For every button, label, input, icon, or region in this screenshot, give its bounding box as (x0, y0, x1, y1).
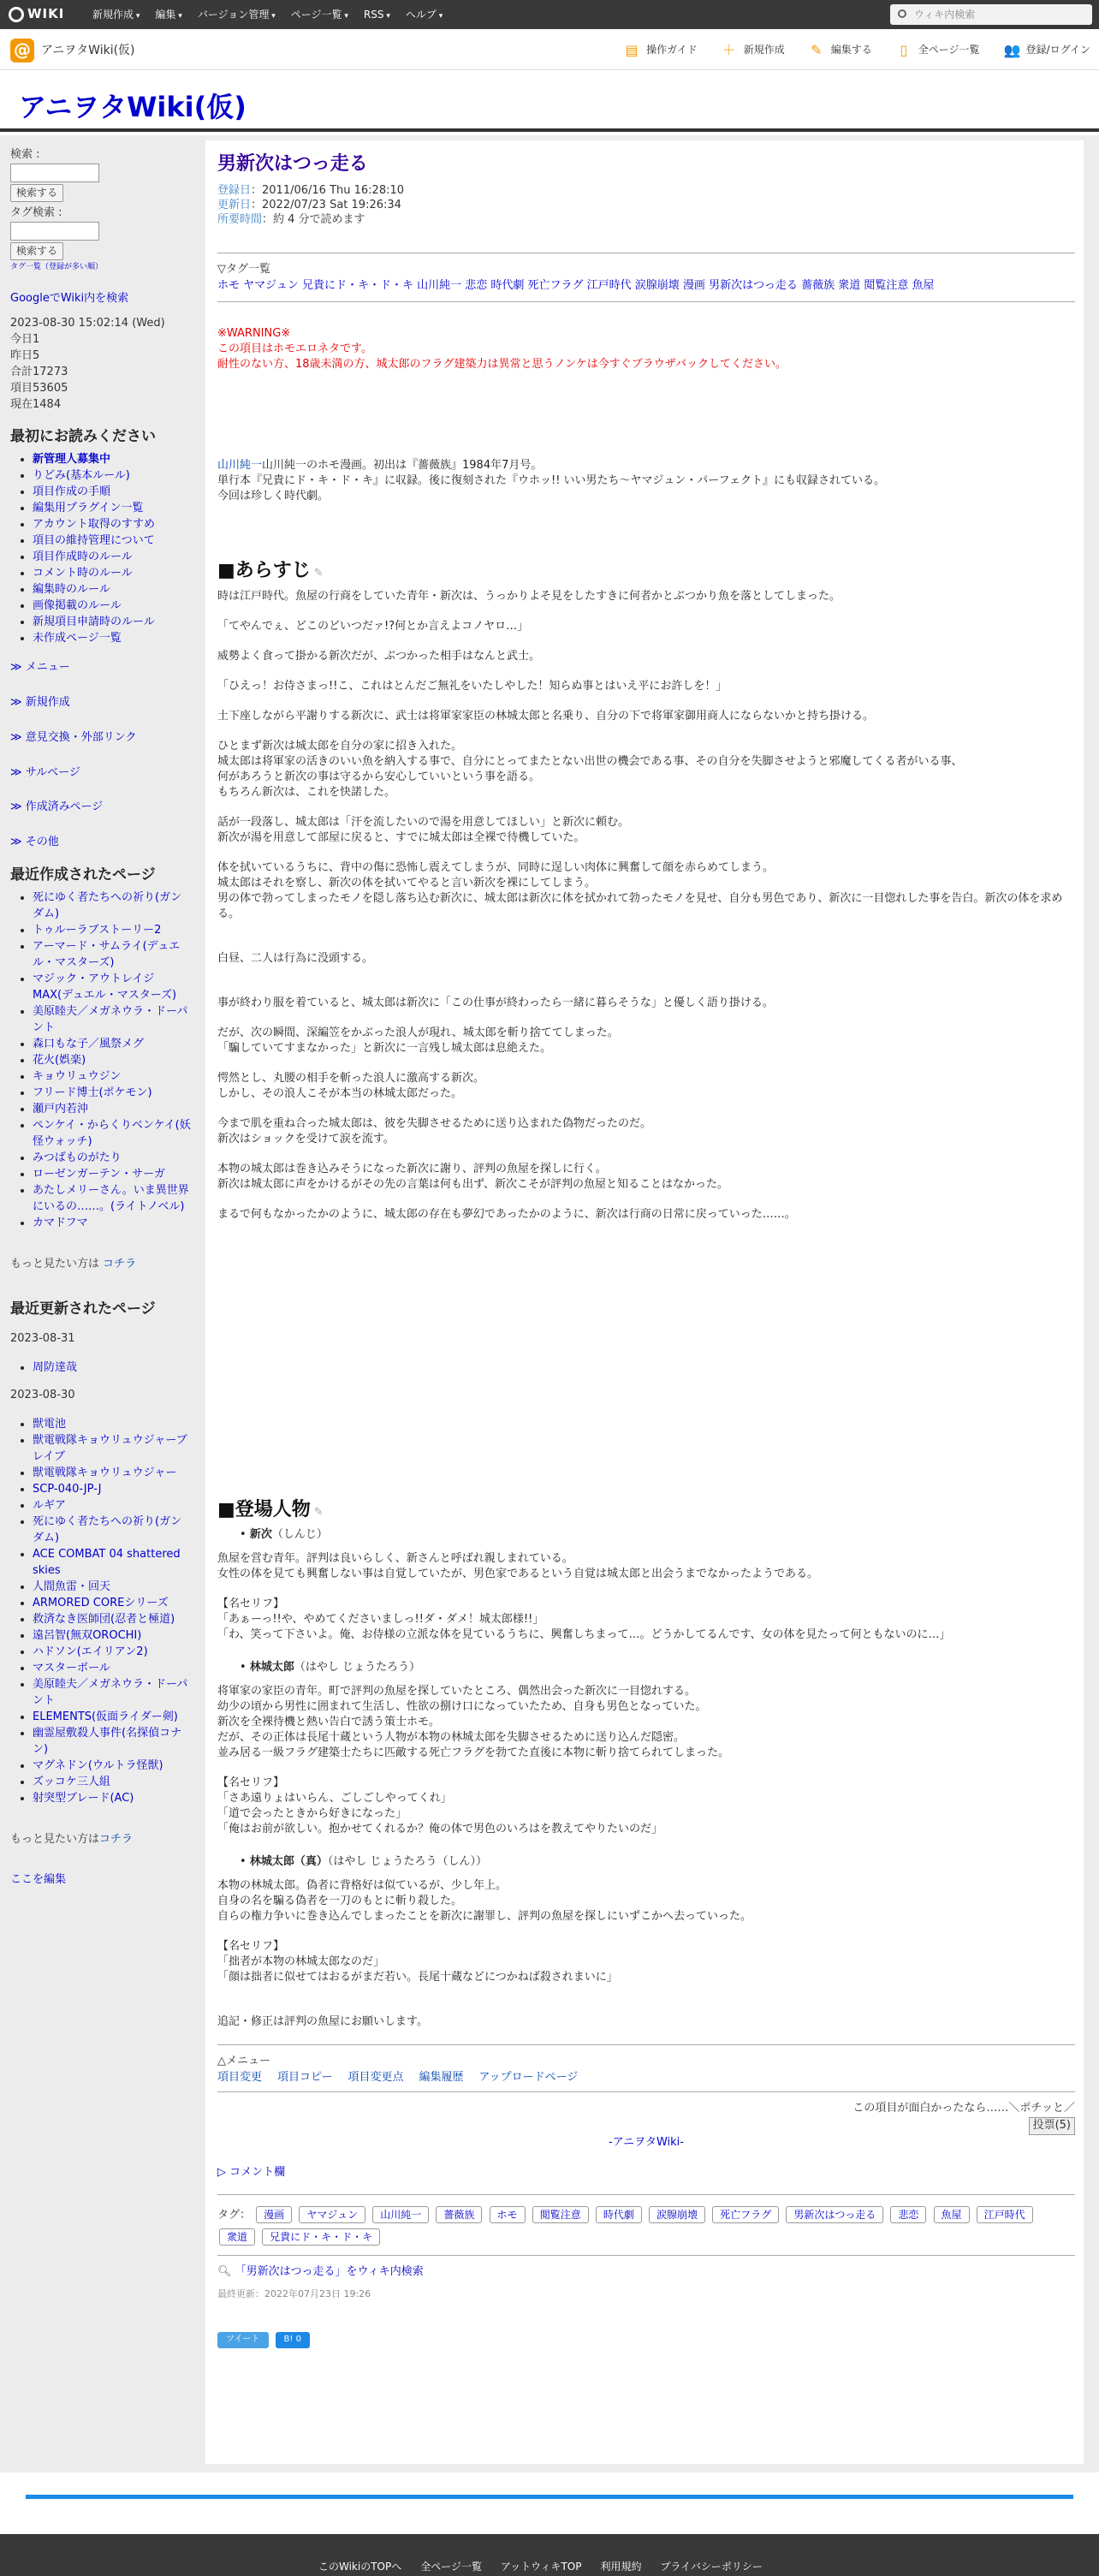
site-brand[interactable] (10, 39, 135, 62)
list-item[interactable]: • 編集用プラグイン一覧 (33, 500, 192, 516)
list-item[interactable]: • 人間魚雷・回天 (33, 1579, 192, 1595)
plot-paragraph: 事が終わり服を着ていると、城太郎は新次に「この仕事が終わったら一緒に暮らそうな」と優しく語り掛ける。 (217, 996, 774, 1010)
site-title[interactable]: アニヲタWiki(仮) (19, 91, 247, 123)
section-new[interactable]: ≫ 新規作成 (10, 695, 70, 709)
list-item[interactable]: • マスターボール (33, 1660, 192, 1676)
search-icon (898, 9, 906, 18)
recent-created-heading: 最近作成されたページ (10, 866, 156, 884)
list-item[interactable]: • ハドソン(エイリアン2) (33, 1644, 192, 1660)
footer-link[interactable]: 利用規約 (600, 2561, 642, 2573)
link-edit[interactable]: ✎ 編集する (809, 43, 872, 57)
counter-total: 合計17273 (10, 366, 68, 379)
page-meta (217, 183, 1075, 227)
character-name: • 林城太郎（真）（はやし じょうたろう（しん）） (240, 1855, 487, 1869)
list-item[interactable]: • 新管理人募集中 (33, 451, 192, 467)
first-read-heading: 最初にお読みください (10, 428, 156, 446)
recent-updated-heading: 最近更新されたページ (10, 1300, 156, 1318)
more-created-link[interactable]: コチラ (103, 1257, 137, 1270)
character-name: • 林城太郎（はやし じょうたろう） (240, 1661, 420, 1675)
list-item[interactable]: • コメント時のルール (33, 565, 192, 581)
edit-pencil-icon[interactable]: ✎ (313, 1506, 324, 1520)
menu-links (217, 2070, 1075, 2086)
tag-chip[interactable]: 悲恋 (890, 2206, 926, 2223)
character-quotes: 【名セリフ】 「あぁーっ!!や、やめてくださいましっ!!ダ・ダメ！城太郎様!!」 「わ、笑って下さいよ。俺、お侍様の立派な体を見ているうちに、興奮しちまって…。どうかしてるんです、女の体を見たって何ともないのに…」 (217, 1597, 951, 1642)
counter-today: 今日1 (10, 333, 40, 347)
warning-line: この項目はホモエロネタです。 (217, 342, 372, 355)
updated-list-2 (10, 1416, 192, 1806)
list-item[interactable]: • 編集時のルール (33, 581, 192, 598)
character-quotes: 【名セリフ】 「拙者が本物の林城太郎なのだ」 「顔は拙者に似せてはおるがまだ若い。長尾十蔵などにつかねば殺されまいに」 (217, 1940, 618, 1984)
pencil-icon: ✎ (811, 41, 823, 58)
list-item[interactable]: • マグネドン(ウルトラ怪獣) (33, 1758, 192, 1774)
menu-history[interactable]: 編集履歴 (419, 2071, 464, 2085)
section-created[interactable]: ≫ 作成済みページ (10, 800, 104, 814)
list-item[interactable]: • 死にゆく者たちへの祈り(ガンダム) (33, 1514, 192, 1546)
list-item[interactable]: • ズッコケ三人組 (33, 1774, 192, 1790)
character-desc: 魚屋を営む青年。評判は良いらしく、新さんと呼ばれ親しまれている。 女性の体を見ても興奮しない事は自覚していたが、男色家であるという自覚は城太郎と出会うまでなかったようである。 (217, 1552, 819, 1581)
sidebar-sections (10, 660, 192, 851)
updated-key: 更新日 (217, 198, 252, 211)
author-link[interactable]: 山川純一 (217, 458, 263, 472)
list-item[interactable]: • トゥルーラブストーリー2 (33, 922, 192, 938)
list-item[interactable]: • SCP-040-JP-J (33, 1481, 192, 1497)
site-subbar (0, 29, 1099, 70)
link-all-pages[interactable]: ▯ 全ページ一覧 (896, 43, 980, 57)
tag-search-button[interactable]: 検索する (10, 242, 63, 260)
footer (0, 2534, 1099, 2576)
list-item[interactable]: • 死にゆく者たちへの祈り(ガンダム) (33, 889, 192, 922)
list-item[interactable]: • 遠呂智(無双OROCHI) (33, 1627, 192, 1644)
footer-link[interactable]: 全ページ一覧 (420, 2561, 482, 2573)
tag-chip[interactable]: 閲覧注意 (532, 2206, 589, 2223)
link-new-page[interactable]: ＋ 新規作成 (722, 41, 785, 58)
list-item[interactable]: • 新規項目申請時のルール (33, 614, 192, 630)
list-item[interactable]: • みつばものがたり (33, 1150, 192, 1166)
footer-link[interactable]: このWikiのTOPへ (318, 2561, 402, 2573)
plot-paragraph: 威勢よく食って掛かる新次だが、ぶつかった相手はなんと武士。 (217, 650, 541, 663)
search-placeholder: ウィキ内検索 (914, 9, 976, 21)
list-item[interactable]: • 花火(娯楽) (33, 1052, 192, 1068)
tag-list (217, 262, 1075, 294)
section-menu[interactable]: ≫ メニュー (10, 661, 70, 674)
list-item[interactable]: • アーマード・サムライ(デュエル・マスターズ) (33, 938, 192, 971)
page-title: 男新次はつっ走る (217, 153, 368, 175)
list-item[interactable]: • 周防達哉 (33, 1359, 192, 1376)
character-name: • 新次（しんじ） (240, 1528, 328, 1542)
link-guide[interactable]: ▤ 操作ガイド (625, 41, 698, 58)
menu-diff[interactable]: 項目変更点 (348, 2071, 404, 2085)
more-created: もっと見たい方は コチラ (10, 1257, 137, 1270)
list-item[interactable]: • 項目の維持管理について (33, 532, 192, 549)
update-date-2: 2023-08-30 (10, 1389, 75, 1402)
tag-links[interactable]: ホモ ヤマジュン 兄貴にド・キ・ド・キ 山川純一 悲恋 時代劇 死亡フラグ 江戸時代 涙腺崩壊 漫画 男新次はつっ走る 薔薇族 衆道 閲覧注意 魚屋 (217, 278, 935, 292)
last-updated: 最終更新：2022年07月23日 19:26 (217, 2288, 371, 2300)
site-title-bar (0, 70, 1099, 132)
list-item[interactable]: • 獣電戦隊キョウリュウジャーブレイブ (33, 1432, 192, 1465)
edit-pencil-icon[interactable]: ✎ (313, 566, 324, 580)
tag-box-area (217, 2204, 1075, 2248)
counter (10, 315, 192, 413)
site-signature: -アニヲタWiki- (609, 2135, 684, 2149)
edit-here-link[interactable]: ここを編集 (10, 1872, 67, 1886)
plot-paragraph: ひとまず新次は城太郎を自分の家に招き入れた。 城太郎は将軍家の活きのいい魚を納入する事で、自分にとってまたとない出世の機会である事、その自分を失脚させようと邪魔してくる者がいる事、 何があろうと新次の事は守るから安心していいという事を語る。 もちろん新次は、これを快諾した。 (217, 740, 963, 800)
sidebar-search-input[interactable] (10, 164, 99, 182)
characters (217, 1527, 1075, 2030)
tag-chip[interactable]: ヤマジュン (299, 2206, 365, 2223)
character-desc: 将軍家の家臣の青年。町で評判の魚屋を探していたところ、偶然出会った新次に一目惚れする。 幼少の頃から男性に囲まれて生活し、性欲の捌け口になっていたため、自身も男色となっていた。 新次を全裸待機と熱い告白で誘う策士ホモ。 だが、その正体は長尾十蔵という人物が本物の林城太郎を失脚させるために送り込んだ隠密。 並み居る一級フラグ建築士たちに匹敵する死亡フラグを勃てた直後に本物に斬り捨てられてしまった。 (217, 1685, 730, 1760)
counter-yesterday: 昨日5 (10, 349, 40, 363)
tag-chip[interactable]: 兄貴にド・キ・ド・キ (262, 2228, 380, 2246)
tag-label: タグ： (217, 2209, 252, 2222)
tag-chip[interactable]: 死亡フラグ (712, 2206, 779, 2223)
first-read-list (10, 451, 192, 646)
tag-chip[interactable]: 涙腺崩壊 (649, 2206, 705, 2223)
menu-copy[interactable]: 項目コピー (277, 2071, 333, 2085)
update-date-1: 2023-08-31 (10, 1332, 75, 1346)
tag-chip[interactable]: 時代劇 (596, 2206, 642, 2223)
tweet-button[interactable]: ツイート (217, 2332, 269, 2348)
plot-paragraph: 土下座しながら平謝りする新次に、武士は将軍家家臣の林城太郎と名乗り、自分の下で将軍家御用商人にならないかと持ち掛ける。 (217, 710, 875, 723)
global-topbar (0, 0, 1099, 29)
wiki-search-link[interactable]: 🔍︎ 「男新次はつっ走る」をウィキ内検索 (217, 2265, 424, 2279)
list-item[interactable]: • アカウント取得のすすめ (33, 516, 192, 532)
comment-toggle[interactable]: ▷ コメント欄 (217, 2165, 286, 2179)
menu-help[interactable]: ヘルプ ▾ (406, 8, 443, 22)
updated-value: ：2022/07/23 Sat 19:26:34 (251, 198, 401, 211)
list-item[interactable]: • 未作成ページ一覧 (33, 630, 192, 646)
logo-text: WIKI (27, 6, 65, 22)
list-item[interactable]: • 獣電戦隊キョウリュウジャー (33, 1465, 192, 1481)
plot-paragraph: 今まで肌を重ね合った城太郎は、彼を失脚させるために送り込まれた偽物だったのだ。 新次はショックを受けて涙を流す。 (217, 1117, 652, 1146)
list-item[interactable]: • ARMORED COREシリーズ (33, 1595, 192, 1611)
tag-chip[interactable]: 江戸時代 (977, 2206, 1033, 2223)
tag-chip[interactable]: 衆道 (219, 2228, 255, 2246)
list-item[interactable]: • 美原睦夫／メガネウラ・ドーパント (33, 1003, 192, 1036)
site-name: アニヲタWiki(仮) (41, 43, 135, 57)
list-item[interactable]: • カマドフマ (33, 1215, 192, 1231)
link-login[interactable]: 👥 登録/ログイン (1003, 41, 1090, 58)
menu-heading: △メニュー (217, 2055, 270, 2068)
intro: 山川純一山川純一のホモ漫画。初出は『薔薇族』1984年7月号。 単行本『兄貴にド・キ・ド・キ』に収録。後に復刻された『ウホッ!! いい男たち〜ヤマジュン・パーフェクト』にも収録されている。 今回は珍しく時代劇。 (217, 458, 885, 503)
at-logo-icon (9, 7, 24, 22)
list-item[interactable]: • 幽霊屋敷殺人事件(名探偵コナン) (33, 1725, 192, 1758)
section-opinion[interactable]: ≫ 意見交換・外部リンク (10, 730, 137, 744)
plot-paragraph: 白昼、二人は行為に没頭する。 (217, 952, 374, 966)
plot-paragraph: 「ひえっ！お侍さまっ!!こ、これはとんだご無礼をいたしやした！知らぬ事とはいえ平にお許しを！」 (217, 680, 728, 693)
plot-paragraph: 話が一段落し、城太郎は「汗を流したいので湯を用意してほしい」と新次に頼む。 新次が湯を用意して部屋に戻ると、すでに城太郎は全裸で待機していた。 (217, 816, 630, 845)
characters-heading: ■登場人物 ✎ (217, 1499, 324, 1521)
list-item[interactable]: • 救済なき医師団(忍者と極道) (33, 1611, 192, 1627)
list-item[interactable]: • マジック・アウトレイジMAX(デュエル・マスターズ) (33, 971, 192, 1003)
plot-text (217, 589, 1075, 1223)
tag-chip[interactable]: 山川純一 (372, 2206, 429, 2223)
tag-search-label: タグ検索 : (10, 206, 62, 220)
registered-key: 登録日 (217, 183, 252, 197)
list-item[interactable]: • 画像掲載のルール (33, 598, 192, 614)
counter-items: 項目53605 (10, 382, 68, 396)
users-icon: 👥 (1003, 41, 1021, 58)
read-time-value: ：約 4 分で読めます (262, 212, 365, 226)
recent-created-list (10, 889, 192, 1231)
tag-chip[interactable]: 漫画 (256, 2206, 292, 2223)
section-salvage[interactable]: ≫ サルベージ (10, 765, 80, 779)
list-item[interactable]: • 瀬戸内若沖 (33, 1101, 192, 1117)
search-icon: 🔍︎ (217, 2265, 232, 2279)
list-item[interactable]: • 項目作成の手順 (33, 484, 192, 500)
google-search-link[interactable]: GoogleでWiki内を検索 (10, 291, 129, 305)
menu-edit[interactable]: 編集 ▾ (155, 8, 181, 22)
page-menu (217, 2054, 1075, 2086)
vote-text: この項目が面白かったなら……＼ポチッと／ (852, 2102, 1075, 2115)
list-item[interactable]: • りどみ(基本ルール) (33, 467, 192, 484)
sidebar-search-button[interactable]: 検索する (10, 184, 63, 202)
plot-heading: ■あらすじ ✎ (217, 559, 324, 581)
list-item[interactable]: • ACE COMBAT 04 shattered skies (33, 1546, 192, 1579)
counter-now: 現在1484 (10, 398, 62, 412)
footer-links (318, 2560, 763, 2574)
document-icon: ▯ (900, 41, 908, 58)
menu-upload[interactable]: アップロードページ (478, 2071, 579, 2085)
bottom-accent-bar (26, 2495, 1073, 2499)
plot-paragraph: だが、次の瞬間、深編笠をかぶった浪人が現れ、城太郎を斬り捨ててしまった。 「騙していてすまなかった」と新次に一言残し城太郎は息絶えた。 (217, 1026, 619, 1056)
at-icon: @ (10, 39, 34, 62)
book-icon: ▤ (625, 41, 639, 58)
plot-paragraph: 「てやんでぇ、どこのどいつだァ!?何とか言えよコノヤロ…」 (217, 620, 529, 634)
wiki-search-input[interactable] (890, 4, 1092, 25)
list-item[interactable]: • あたしメリーさん。いま異世界にいるの……。(ライトノベル) (33, 1182, 192, 1215)
menu-rss[interactable]: RSS ▾ (364, 8, 390, 22)
updated-list-1 (10, 1359, 192, 1376)
atwiki-logo[interactable] (9, 6, 64, 23)
warning-line: 耐性のない方、18歳未満の方、城太郎のフラグ建築力は異常と思うノンケは今すぐブラウザバックしてください。 (217, 357, 787, 371)
plot-paragraph: 体を拭いているうちに、背中の傷に恐怖し震えてしまうが、同時に逞しい肉体に興奮して顔を赤らめてしまう。 城太郎はそれを察し、新次の体を拭いてやると言い新次を裸にしてしまう。 男の体で勃ってしまったモノを隠し落ち込む新次に、城太郎は新次に体を拭かれて勃ったモノを見せ、自分も男色であり、新次に一目惚れした事を告白。新次の体を求める。 (217, 861, 1063, 921)
character-desc: 本物の林城太郎。偽者に背格好は似ているが、少し年上。 自身の名を騙る偽者を一刀のもとに斬り殺した。 自らの権力争いに巻き込んでしまったことを新次に謝罪し、評判の魚屋を探しにいずこかへ去っていった。 (217, 1879, 752, 1924)
list-item[interactable]: • 項目作成時のルール (33, 549, 192, 565)
menu-change[interactable]: 項目変更 (217, 2071, 263, 2085)
list-item[interactable]: • ペンケイ・からくりベンケイ(妖怪ウォッチ) (33, 1117, 192, 1150)
list-item[interactable]: • フリード博士(ポケモン) (33, 1085, 192, 1101)
menu-version[interactable]: バージョン管理 ▾ (198, 8, 276, 22)
section-other[interactable]: ≫ その他 (10, 836, 59, 849)
tag-chip[interactable]: 男新次はつっ走る (786, 2206, 883, 2223)
warning-title: ※WARNING※ (217, 326, 291, 340)
list-item[interactable]: • キョウリュウジン (33, 1068, 192, 1085)
menu-pages[interactable]: ページ一覧 ▾ (291, 8, 348, 22)
list-item[interactable]: • ELEMENTS(仮面ライダー剣) (33, 1709, 192, 1725)
plot-paragraph: 愕然とし、丸腰の相手を斬った浪人に激高する新次。 しかし、その浪人こそが本当の林城太郎だった。 (217, 1072, 485, 1101)
list-item[interactable]: • 美原睦夫／メガネウラ・ドーパント (33, 1676, 192, 1709)
sidebar (10, 147, 192, 1889)
plot-paragraph: 時は江戸時代。魚屋の行商をしていた青年・新次は、うっかりよそ見をしたすきに何者かとぶつかり魚を落としてしまった。 (217, 590, 841, 604)
site-links (624, 43, 1090, 57)
footer-link[interactable]: プライバシーポリシー (660, 2561, 763, 2573)
more-updated: もっと見たい方はコチラ (10, 1832, 134, 1846)
plot-paragraph: まるで何もなかったかのように、城太郎の存在も夢幻であったかのように、新次は行商の日常に戻っていった……。 (217, 1208, 796, 1222)
registered-value: ：2011/06/16 Thu 16:28:10 (251, 183, 405, 197)
menu-new[interactable]: 新規作成 ▾ (92, 8, 140, 22)
footnote: 追記・修正は評判の魚屋にお願いします。 (217, 2015, 428, 2029)
hatena-button[interactable]: B! 0 (276, 2332, 310, 2348)
tag-chip[interactable]: 魚屋 (934, 2206, 970, 2223)
character-quotes: 【名セリフ】 「さあ遠りょはいらん、ごしごしやってくれ」 「道で会ったときから好きになった」 「俺はお前が欲しい。抱かせてくれるか？俺の体で男色のいろはを教えてやりたいのだ」 (217, 1776, 663, 1836)
counter-datetime: 2023-08-30 15:02:14 (Wed) (10, 317, 165, 330)
more-updated-link[interactable]: コチラ (99, 1832, 134, 1846)
list-item[interactable]: • 獣電池 (33, 1416, 192, 1432)
vote-area (217, 2101, 1075, 2135)
plot-paragraph: 本物の城太郎は巻き込みそうになった新次に謝り、評判の魚屋を探しに行く。 新次は城太郎に声をかけるがその先の言葉は何も出ず、新次こそが評判の魚屋と知ることはなかった。 (217, 1163, 728, 1192)
global-menus (92, 8, 443, 22)
read-time-key: 所要時間 (217, 212, 263, 226)
warning-box (217, 326, 1075, 372)
plus-icon: ＋ (722, 41, 736, 58)
list-item[interactable]: • 森口もな子／風祭メグ (33, 1036, 192, 1052)
footer-link[interactable]: アットウィキTOP (501, 2561, 582, 2573)
tag-list-heading: ▽タグ一覧 (217, 262, 270, 276)
main-content (205, 140, 1084, 2464)
tag-chip[interactable]: ホモ (490, 2206, 526, 2223)
tag-search-input[interactable] (10, 222, 99, 241)
list-item[interactable]: • ルギア (33, 1497, 192, 1514)
tag-chip[interactable]: 薔薇族 (436, 2206, 482, 2223)
list-item[interactable]: • ローゼンガーテン・サーガ (33, 1166, 192, 1182)
share-buttons (217, 2332, 1075, 2348)
search-label: 検索 : (10, 148, 40, 161)
tag-list-link[interactable]: タグ一覧（登録が多い順） (10, 263, 104, 272)
vote-button[interactable]: 投票(5) (1029, 2117, 1075, 2135)
list-item[interactable]: • 射突型ブレード(AC) (33, 1790, 192, 1806)
